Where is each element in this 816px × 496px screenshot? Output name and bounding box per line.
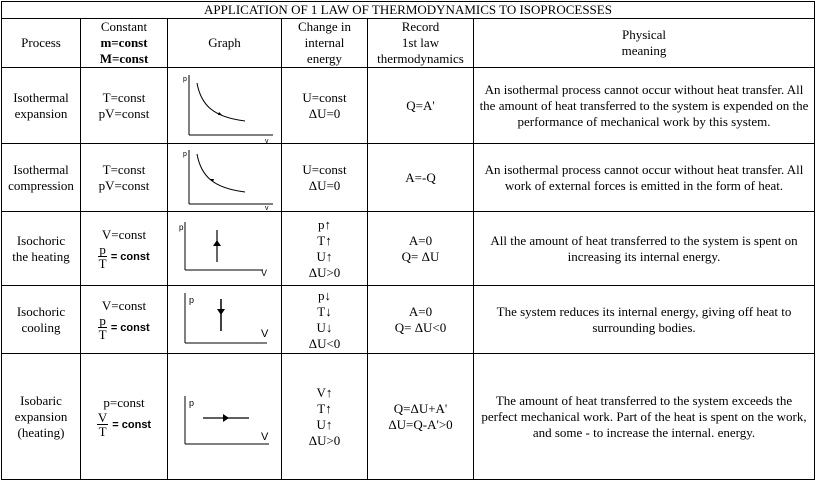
ratio-const: = const [110,250,150,263]
p-axis-label: p [178,222,183,232]
energy-value: U=const [302,161,347,177]
process-name: compression [8,177,74,193]
process-name: expansion [14,408,68,424]
ratio-numerator: V [97,410,108,425]
law-formula: ΔU=Q-A'>0 [388,416,453,432]
constant-cell [81,286,168,354]
process-name: expansion [14,105,68,121]
isotherm-graph [173,146,277,210]
energy-value: ΔU=0 [308,105,341,121]
process-name: Isothermal [13,161,69,177]
constant-cell [81,354,168,480]
law-cell [368,68,474,144]
isoprocess-table [1,1,815,480]
energy-cell [282,286,368,354]
graph-cell [168,286,282,354]
header-change-line: energy [306,51,343,66]
graph-cell [168,354,282,480]
v-axis-label: V [260,430,268,443]
header-record-line: Record [401,19,440,34]
table-row [2,212,815,286]
isobar-graph [173,382,277,452]
header-process: Process [2,19,81,68]
law-cell [368,354,474,480]
energy-value: ΔU=0 [308,177,341,193]
process-cell [2,212,81,286]
header-meaning [474,19,815,68]
law-formula: Q= ΔU [401,248,440,264]
table-row [2,144,815,212]
energy-cell [282,68,368,144]
process-name: the heating [12,248,70,264]
isotherm-graph [173,71,277,145]
header-meaning-line: Physical [621,27,667,42]
process-cell [2,68,81,144]
ratio-formula [97,411,151,438]
header-record [368,19,474,68]
energy-value: ΔU>0 [308,264,341,280]
ratio-const: = const [110,321,150,334]
energy-value: T↑ [317,400,332,416]
energy-value: U↑ [316,416,333,432]
p-axis-label: p [188,294,194,305]
constant-cell [81,68,168,144]
graph-cell [168,144,282,212]
ratio-formula [98,243,149,270]
table-title: APPLICATION OF 1 LAW OF THERMODYNAMICS TO ISOPROCESSES [2,2,815,19]
arrow-right-icon [223,414,229,422]
v-axis-label: V [260,327,268,340]
table-row [2,354,815,480]
constant-cell [81,212,168,286]
header-graph: Graph [168,19,282,68]
header-meaning-line: meaning [621,43,667,58]
process-cell [2,354,81,480]
process-name: Isothermal [13,89,69,105]
energy-value: ΔU<0 [308,335,341,351]
arrow-down-icon [217,309,225,315]
law-formula: A=0 [408,303,433,319]
constant-value: pV=const [98,177,150,193]
header-record-line: 1st law [401,35,440,50]
law-cell [368,286,474,354]
graph-cell [168,68,282,144]
header-constant-title: Constant [100,19,148,34]
law-formula: Q= ΔU<0 [394,319,447,335]
energy-value: T↓ [317,303,332,319]
energy-value: U=const [302,89,347,105]
ratio-denominator: T [98,327,107,342]
constant-value: T=const [102,161,146,177]
v-axis-label: v [264,137,268,145]
meaning-cell: The amount of heat transferred to the system exceeds the perfect mechanical work. Part of the heat is spent on the work, and some - to increase the internal. energy. [474,354,815,480]
process-name: Isobaric [20,392,62,408]
constant-cell [81,144,168,212]
energy-cell [282,354,368,480]
table-row [2,68,815,144]
header-change-line: Change in [297,19,352,34]
energy-value: V↑ [316,384,333,400]
law-formula: Q=A' [406,97,435,113]
ratio-formula [98,314,149,341]
header-constant-mass: m=const [100,35,148,50]
ratio-denominator: T [98,424,107,439]
isotherm-curve [197,83,245,121]
energy-cell [282,212,368,286]
table-row [2,286,815,354]
arrow-up-icon [213,240,221,246]
graph-cell [168,212,282,286]
ratio-numerator: p [99,242,106,257]
law-formula: A=0 [408,232,433,248]
process-name: Isochoric [16,303,66,319]
constant-value: p=const [103,395,145,410]
constant-value: pV=const [98,105,150,121]
ratio-const: = const [112,418,152,431]
energy-value: p↑ [318,216,331,232]
constant-value: T=const [102,89,146,105]
energy-cell [282,144,368,212]
isotherm-curve [197,154,245,192]
energy-value: ΔU>0 [308,432,341,448]
process-name: (heating) [17,424,65,440]
process-name: Isochoric [16,232,66,248]
meaning-cell: An isothermal process cannot occur without heat transfer. All the amount of heat transferred to the system is expended on the performance of mechanical work by this system. [474,68,815,144]
p-axis-label: p [188,397,194,408]
v-axis-label: v [264,204,268,212]
meaning-cell: The system reduces its internal energy, giving off heat to surrounding bodies. [474,286,815,354]
arrow-icon [218,112,222,115]
ratio-denominator: T [98,256,107,271]
law-formula: A=-Q [405,169,436,185]
constant-value: V=const [101,227,147,242]
isochore-graph [173,218,277,280]
header-change [282,19,368,68]
energy-value: U↓ [316,319,333,335]
law-formula: Q=ΔU+A' [393,400,448,416]
ratio-numerator: p [99,313,106,328]
meaning-cell: All the amount of heat transferred to the system is spent on increasing its internal energy. [474,212,815,286]
process-cell [2,286,81,354]
isochore-graph [173,289,277,351]
header-record-line: thermodynamics [377,51,464,66]
process-name: cooling [21,319,61,335]
p-axis-label: p [182,150,187,158]
law-cell [368,144,474,212]
energy-value: U↑ [316,248,333,264]
meaning-cell: An isothermal process cannot occur without heat transfer. All work of external forces is emitted in the form of heat. [474,144,815,212]
energy-value: p↓ [318,287,331,303]
energy-value: T↑ [317,232,332,248]
header-constant [81,19,168,68]
law-cell [368,212,474,286]
process-cell [2,144,81,212]
v-axis-label: V [260,267,267,278]
header-constant-molar: M=const [99,51,149,66]
header-change-line: internal [304,35,345,50]
p-axis-label: p [182,75,187,83]
constant-value: V=const [101,298,147,313]
